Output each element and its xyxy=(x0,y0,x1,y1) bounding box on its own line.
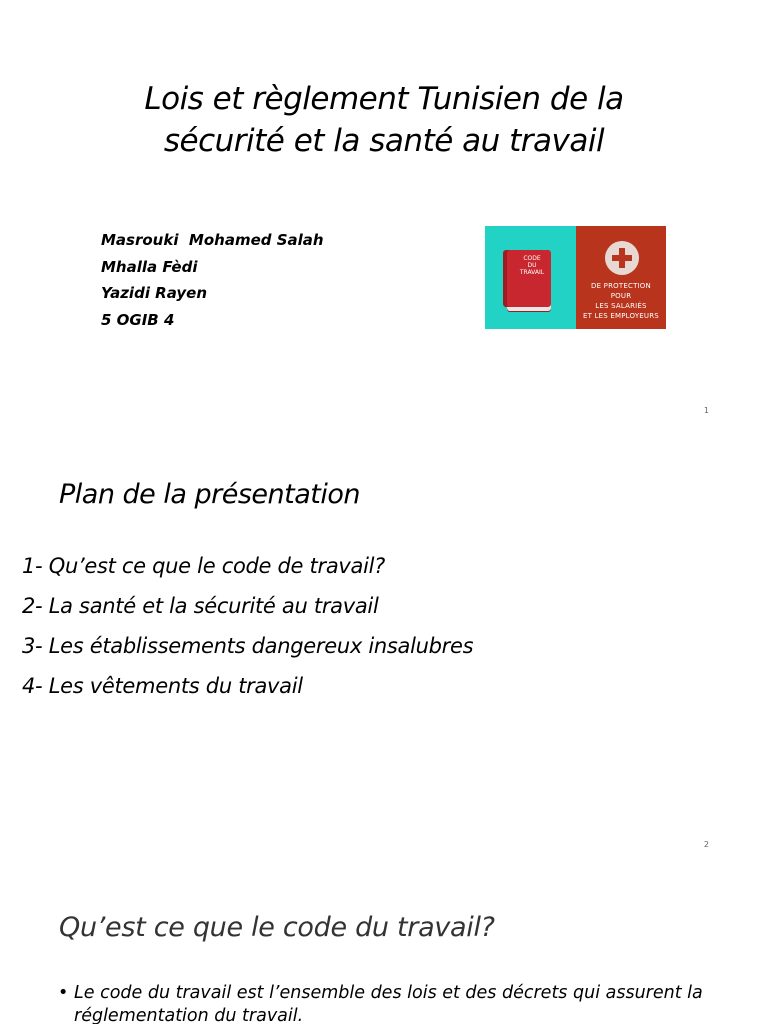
plan-item: 1- Qu’est ce que le code de travail? xyxy=(22,554,385,578)
bullet-item xyxy=(58,982,718,1024)
image-right-panel xyxy=(576,226,666,329)
title-line-2: sécurité et la santé au travail xyxy=(163,123,605,159)
slide-2-title: Plan de la présentation xyxy=(59,479,360,510)
slide-3-title: Qu’est ce que le code du travail? xyxy=(59,912,495,943)
page-number: 1 xyxy=(703,406,709,415)
plan-item: 3- Les établissements dangereux insalubres xyxy=(22,634,474,658)
slide-3 xyxy=(0,862,768,1024)
plan-item: 2- La santé et la sécurité au travail xyxy=(22,594,379,618)
plan-item: 4- Les vêtements du travail xyxy=(22,674,303,698)
protection-text xyxy=(576,281,666,321)
book-label-line: TRAVAIL xyxy=(519,269,545,276)
page-number: 2 xyxy=(703,840,709,849)
protection-line: DE PROTECTION xyxy=(591,282,651,290)
code-du-travail-image xyxy=(485,226,666,329)
medical-cross-icon xyxy=(605,241,639,275)
protection-line: LES SALARIÉS xyxy=(595,302,647,310)
protection-line: POUR xyxy=(610,292,632,300)
author-line: Masrouki Mohamed Salah xyxy=(101,231,324,249)
book-label xyxy=(517,255,547,276)
image-left-panel xyxy=(485,226,576,329)
authors-list xyxy=(101,227,324,333)
book-label-line: DU xyxy=(527,262,537,269)
book-icon xyxy=(507,250,551,307)
author-line: Mhalla Fèdi xyxy=(101,257,198,276)
bullet-icon: • xyxy=(58,983,69,1003)
slide-2 xyxy=(0,430,768,862)
slide-1 xyxy=(0,0,768,430)
plan-list xyxy=(22,546,473,706)
protection-line: ET LES EMPLOYEURS xyxy=(583,312,659,320)
title-line-1: Lois et règlement Tunisien de la xyxy=(144,81,624,117)
class-line: 5 OGIB 4 xyxy=(101,310,175,329)
book-label-line: CODE xyxy=(523,255,541,262)
slide-1-title xyxy=(40,78,728,162)
author-line: Yazidi Rayen xyxy=(101,284,208,302)
bullet-text: Le code du travail est l’ensemble des lois et des décrets qui assurent la réglementation du travail. xyxy=(74,983,703,1024)
